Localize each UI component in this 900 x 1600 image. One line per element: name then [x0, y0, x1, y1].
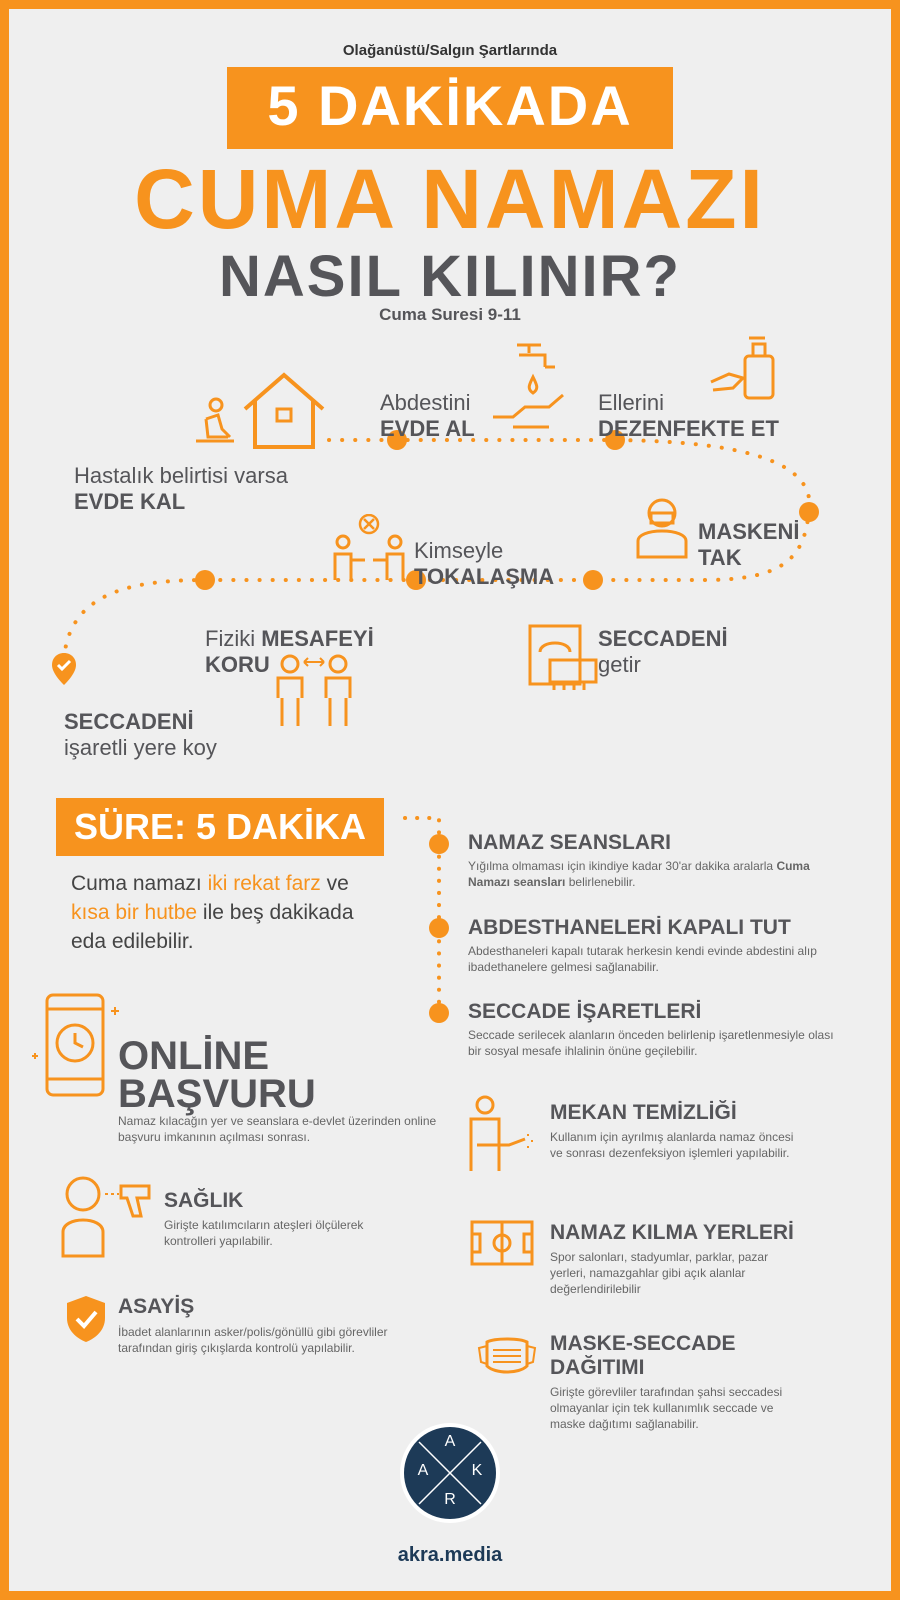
logo-letter: R: [444, 1491, 456, 1508]
praying-person-icon: [192, 397, 236, 445]
shield-check-icon: [65, 1294, 107, 1344]
source-ref: Cuma Suresi 9-11: [379, 305, 521, 324]
site-label: akra.media: [397, 1544, 503, 1566]
cleaning-desc: Kullanım için ayrılmış alanlarda namaz öncesi ve sonrası dezenfeksiyon işlemleri yapılabilir.: [550, 1130, 794, 1160]
logo-letter: A: [444, 1433, 456, 1450]
title-line: BAŞVURU: [118, 1072, 316, 1116]
path-dot: [799, 502, 819, 522]
path-dot: [195, 570, 215, 590]
title-line: DAĞITIMI: [550, 1356, 645, 1379]
path-dot: [583, 570, 603, 590]
cleaning-title: MEKAN TEMİZLİĞİ: [550, 1101, 737, 1124]
step-bold: SECCADENİ: [598, 626, 728, 651]
location-check-icon: [51, 652, 77, 686]
no-handshake-icon: [331, 514, 407, 584]
logo-letter: K: [471, 1462, 483, 1479]
step-bold: SECCADENİ: [64, 709, 194, 734]
step-bold: MESAFEYİ: [261, 626, 374, 651]
step-bring-mat: [598, 626, 728, 678]
main-title: CUMA NAMAZI: [134, 152, 766, 246]
step-text: Hastalık belirtisi varsa: [74, 463, 288, 488]
health-desc: Girişte katılımcıların ateşleri ölçülerek kontrolleri yapılabilir.: [164, 1218, 364, 1248]
health-title: SAĞLIK: [164, 1189, 244, 1212]
disinfection-worker-icon: [465, 1095, 537, 1173]
list-dot: [429, 1003, 449, 1023]
faucet-hand-icon: [489, 337, 569, 429]
step-stay-home: [74, 463, 288, 515]
duration-highlight: iki rekat farz: [207, 872, 321, 895]
logo-letter: A: [417, 1462, 429, 1479]
mask-icon: [477, 1334, 537, 1376]
title-line: ONLİNE: [118, 1034, 270, 1078]
field-icon: [470, 1220, 534, 1266]
step-bold: MASKENİ: [698, 519, 800, 544]
step-text: işaretli yere koy: [64, 735, 217, 760]
security-title: ASAYİŞ: [118, 1295, 195, 1318]
item-desc: [468, 858, 828, 890]
item-mat-marks: [468, 1000, 843, 1059]
prayer-mat-icon: [526, 622, 600, 694]
list-dot: [429, 918, 449, 938]
step-bold: KORU: [205, 652, 270, 677]
online-title: [118, 1034, 316, 1116]
house-icon: [241, 371, 327, 451]
subtitle: Olağanüstü/Salgın Şartlarında: [342, 42, 558, 59]
item-desc: Seccade serilecek alanların önceden belirlenip işaretlenmesiyle olası bir sosyal mesafe ihlalinin önüne geçilebilir.: [468, 1028, 834, 1058]
step-mask: [698, 519, 799, 571]
desc-bold: Cuma Namazı seansları: [468, 859, 810, 889]
item-sessions: [468, 831, 828, 890]
title-box: 5 DAKİKADA: [227, 67, 673, 149]
item-ablution-closed: [468, 916, 843, 975]
step-bold: EVDE KAL: [74, 489, 186, 514]
step-text: getir: [598, 652, 641, 677]
masked-person-icon: [634, 495, 690, 559]
step-text: Fiziki: [205, 626, 256, 651]
step-text: Abdestini: [380, 390, 471, 415]
step-text: Ellerini: [598, 390, 665, 415]
duration-text-part: ve: [326, 872, 349, 895]
distribution-desc: Girişte görevliler tarafından şahsi seccadesi olmayanlar için tek kullanımlık seccade ve maske dağıtımı sağlanabilir.: [550, 1385, 783, 1431]
duration-highlight: kısa bir hutbe: [71, 901, 198, 924]
duration-text-part: eda edilebilir.: [71, 930, 194, 953]
duration-text: [71, 869, 411, 956]
step-distance: [205, 626, 374, 678]
item-title: SECCADE İŞARETLERİ: [468, 1000, 702, 1023]
desc-part: Yığılma olmaması için ikindiye kadar 30'ar dakika aralarla: [468, 859, 774, 873]
places-desc: Spor salonları, stadyumlar, parklar, pazar yerleri, namazgahlar gibi açık alanlar değerlendirilebilir: [550, 1250, 769, 1296]
step-bold: TAK: [698, 545, 742, 570]
step-disinfect: [598, 390, 779, 442]
thermometer-person-icon: [61, 1172, 157, 1260]
duration-text-part: Cuma namazı: [71, 872, 202, 895]
item-title: NAMAZ SEANSLARI: [468, 831, 671, 854]
desc-part: belirlenebilir.: [568, 875, 636, 889]
duration-badge: SÜRE: 5 DAKİKA: [56, 798, 384, 856]
step-text: Kimseyle: [414, 538, 504, 563]
item-title: ABDESTHANELERİ KAPALI TUT: [468, 916, 791, 939]
phone-clock-icon: [29, 993, 127, 1103]
step-place-mat: [64, 709, 217, 761]
places-title: NAMAZ KILMA YERLERİ: [550, 1221, 794, 1244]
list-dot: [429, 834, 449, 854]
step-bold: DEZENFEKTE ET: [598, 416, 779, 441]
title-line: MASKE-SECCADE: [550, 1332, 736, 1355]
distribution-title: [550, 1332, 736, 1380]
question-title: NASIL KILINIR?: [219, 244, 681, 309]
step-bold: TOKALAŞMA: [414, 564, 555, 589]
akra-logo: [399, 1422, 501, 1524]
step-ablution: [380, 390, 475, 442]
duration-text-part: ile beş dakikada: [202, 901, 354, 924]
online-desc: Namaz kılacağın yer ve seanslara e-devlet üzerinden online başvuru imkanının açılması sonrası.: [118, 1114, 437, 1144]
step-handshake: [414, 538, 554, 590]
security-desc: İbadet alanlarının asker/polis/gönüllü gibi görevliler tarafından giriş çıkışlarda kontrolü yapılabilir.: [118, 1325, 388, 1355]
item-desc: Abdesthaneleri kapalı tutarak herkesin kendi evinde abdestini alıp ibadethanelere gelmesi sağlanabilir.: [468, 944, 817, 974]
step-bold: EVDE AL: [380, 416, 475, 441]
